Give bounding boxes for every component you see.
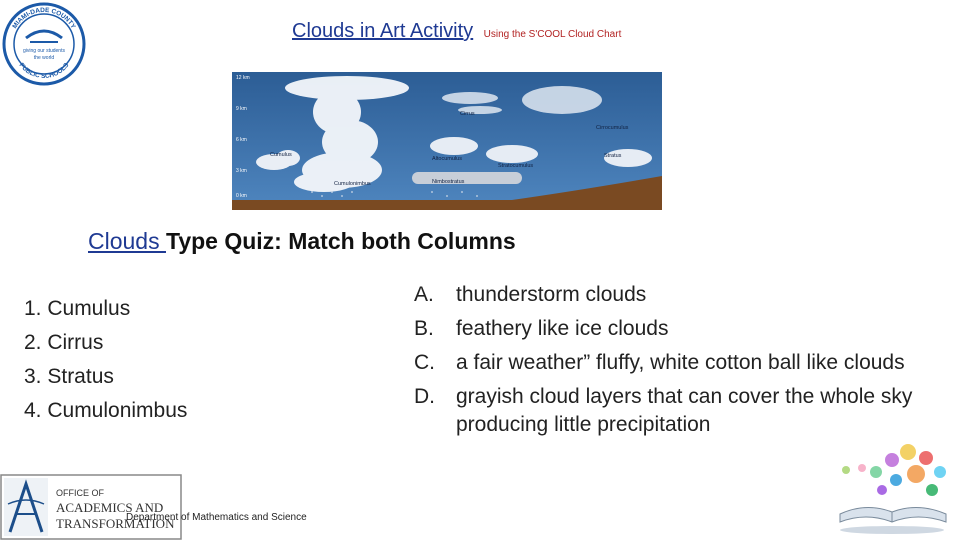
altitude-label: 3 km xyxy=(236,168,247,174)
cloud-label: Altocumulus xyxy=(432,156,462,162)
list-item xyxy=(414,281,944,309)
list-item: 2. Cirrus xyxy=(24,331,104,354)
item-letter: C. xyxy=(414,351,435,374)
altitude-label: 0 km xyxy=(236,193,247,199)
title-link[interactable]: Clouds in Art Activity xyxy=(292,20,474,42)
list-item: 4. Cumulonimbus xyxy=(24,399,188,422)
science-book-icon xyxy=(826,438,960,538)
cloud-label: Cirrocumulus xyxy=(596,125,629,131)
list-item: 1. Cumulus xyxy=(24,297,131,320)
office-academics-logo xyxy=(0,474,182,540)
office-line-2: ACADEMICS AND xyxy=(56,500,164,515)
department-footer: Department of Mathematics and Science xyxy=(126,512,307,523)
altitude-label: 6 km xyxy=(236,137,247,143)
cloud-label: Stratus xyxy=(604,153,622,159)
list-item xyxy=(414,383,944,439)
quiz-title xyxy=(88,228,516,255)
list-item xyxy=(414,315,944,343)
cloud-label: Cumulonimbus xyxy=(334,181,371,187)
cloud-chart-image xyxy=(232,72,662,210)
cloud-label: Nimbostratus xyxy=(432,179,465,185)
office-line-3: TRANSFORMATION xyxy=(56,516,175,531)
title-subtitle: Using the S'COOL Cloud Chart xyxy=(483,29,622,40)
item-letter: B. xyxy=(414,317,434,340)
logo-motto-2: the world xyxy=(33,55,55,61)
list-item: 3. Stratus xyxy=(24,365,114,388)
logo-ring-bottom: PUBLIC SCHOOLS xyxy=(17,61,71,81)
quiz-title-link[interactable]: Clouds xyxy=(88,228,166,254)
item-letter: A. xyxy=(414,283,434,306)
cloud-label: Cirrus xyxy=(460,111,475,117)
slide-title xyxy=(292,20,621,43)
item-text: a fair weather” fluffy, white cotton ball like clouds xyxy=(456,351,905,374)
item-text: thunderstorm clouds xyxy=(456,283,647,306)
list-item xyxy=(414,349,944,377)
cloud-label: Cumulus xyxy=(270,152,292,158)
district-logo xyxy=(2,2,86,86)
item-text: feathery like ice clouds xyxy=(456,317,669,340)
cloud-description-list xyxy=(414,281,944,445)
item-text: grayish cloud layers that can cover the whole sky producing little precipitation xyxy=(456,385,913,436)
quiz-title-text: Type Quiz: Match both Columns xyxy=(165,228,516,254)
item-letter: D. xyxy=(414,385,435,408)
office-line-1: OFFICE OF xyxy=(56,488,104,498)
altitude-label: 9 km xyxy=(236,106,247,112)
logo-motto-1: giving our students xyxy=(23,48,65,54)
altitude-label: 12 km xyxy=(236,75,250,81)
cloud-label: Stratocumulus xyxy=(498,163,534,169)
logo-ring-top: MIAMI-DADE COUNTY xyxy=(11,6,77,30)
cloud-name-list xyxy=(24,292,187,428)
